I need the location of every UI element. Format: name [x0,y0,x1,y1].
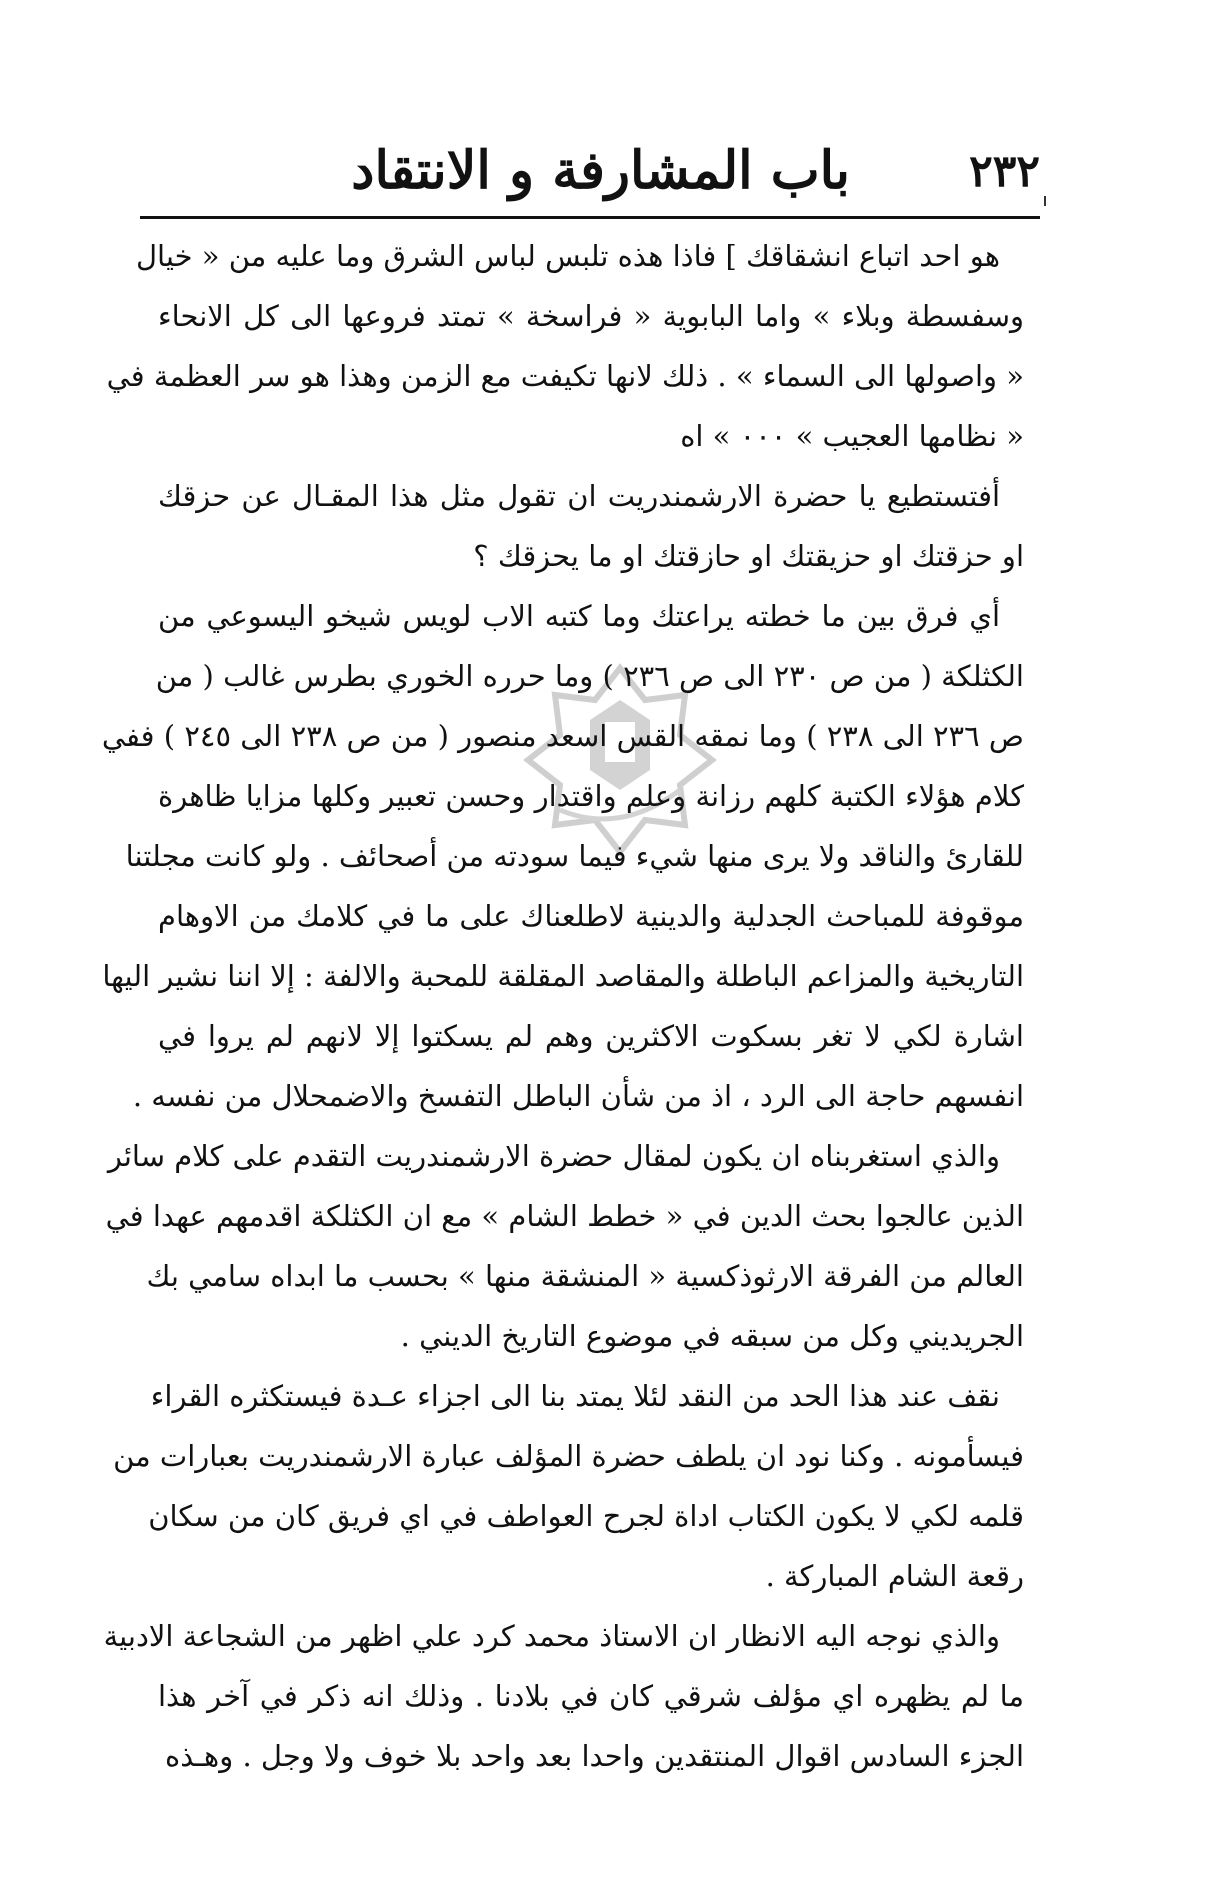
text-line: العالم من الفرقة الارثوذكسية « المنشقة منها » بحسب ما ابداه سامي بك [146,1259,1024,1293]
paragraph [101,586,1024,1126]
text-line: الجزء السادس اقوال المنتقدين واحدا بعد واحد بلا خوف ولا وجل . وهـذه [165,1739,1024,1773]
text-line: قلمه لكي لا يكون الكتاب اداة لجرح العواطف في اي فريق كان من سكان [148,1499,1024,1533]
text-line: انفسهم حاجة الى الرد ، اذ من شأن الباطل التفسخ والاضمحلال من نفسه . [132,1079,1024,1113]
text-line: للقارئ والناقد ولا يرى منها شيء فيما سودته من أصحائف . ولو كانت مجلتنا [125,839,1024,873]
text-line: رقعة الشام المباركة . [765,1559,1024,1593]
text-line: أفتستطيع يا حضرة الارشمندريت ان تقول مثل هذا المقـال عن حزقك [158,479,1000,513]
paragraph [105,1126,1024,1366]
page-number: ٢٣٢ [969,146,1040,197]
paragraph [103,1606,1024,1786]
text-line: الجريديني وكل من سبقه في موضوع التاريخ الديني . [400,1319,1024,1353]
page-header [140,140,1040,210]
text-line: الذين عالجوا بحث الدين في « خطط الشام » مع ان الكثلكة اقدمهم عهدا في [105,1199,1024,1233]
text-line: موقوفة للمباحث الجدلية والدينية لاطلعناك على ما في كلامك من الاوهام [158,899,1024,933]
header-rule [140,216,1040,219]
text-line: هو احد اتباع انشقاقك ] فاذا هذه تلبس لباس الشرق وما عليه من « خيال [135,239,1000,273]
text-line: نقف عند هذا الحد من النقد لئلا يمتد بنا الى اجزاء عـدة فيستكثره القراء [150,1379,1000,1413]
text-line: « واصولها الى السماء » . ذلك لانها تكيفت مع الزمن وهذا هو سر العظمة في [106,359,1024,393]
text-line: ما لم يظهره اي مؤلف شرقي كان في بلادنا . وذلك انه ذكر في آخر هذا [158,1679,1024,1713]
text-line: والذي نوجه اليه الانظار ان الاستاذ محمد كرد علي اظهر من الشجاعة الادبية [103,1619,1000,1653]
paragraph [113,1366,1024,1606]
text-line: فيسأمونه . وكنا نود ان يلطف حضرة المؤلف عبارة الارشمندريت بعبارات من [113,1439,1024,1473]
text-line: كلام هؤلاء الكتبة كلهم رزانة وعلم واقتدار وحسن تعبير وكلها مزايا ظاهرة [158,779,1024,813]
text-line: او حزقتك او حزيقتك او حازقتك او ما يحزقك ؟ [473,539,1024,573]
text-line: التاريخية والمزاعم الباطلة والمقاصد المقلقة للمحبة والالفة : إلا اننا نشير اليها [102,959,1024,993]
running-title: باب المشارفة و الانتقاد [351,140,850,201]
text-line: وسفسطة وبلاء » واما البابوية « فراسخة » تمتد فروعها الى كل الانحاء [158,299,1024,333]
margin-mark [1044,196,1046,206]
text-line: أي فرق بين ما خطته يراعتك وما كتبه الاب لويس شيخو اليسوعي من [158,599,1000,633]
text-line: الكثلكة ( من ص ٢٣٠ الى ص ٢٣٦ ) وما حرره الخوري بطرس غالب ( من [155,659,1024,693]
text-line: اشارة لكي لا تغر بسكوت الاكثرين وهم لم يسكتوا إلا لانهم لم يروا في [158,1019,1024,1053]
text-line: ص ٢٣٦ الى ٢٣٨ ) وما نمقه القس اسعد منصور ( من ص ٢٣٨ الى ٢٤٥ ) ففي [101,719,1024,753]
body-text [101,226,1024,1786]
paragraph [158,466,1024,586]
text-line: والذي استغربناه ان يكون لمقال حضرة الارشمندريت التقدم على كلام سائر [107,1139,1000,1173]
paragraph [106,226,1024,466]
text-line: « نظامها العجيب » ٠٠٠ » اه [680,419,1024,453]
